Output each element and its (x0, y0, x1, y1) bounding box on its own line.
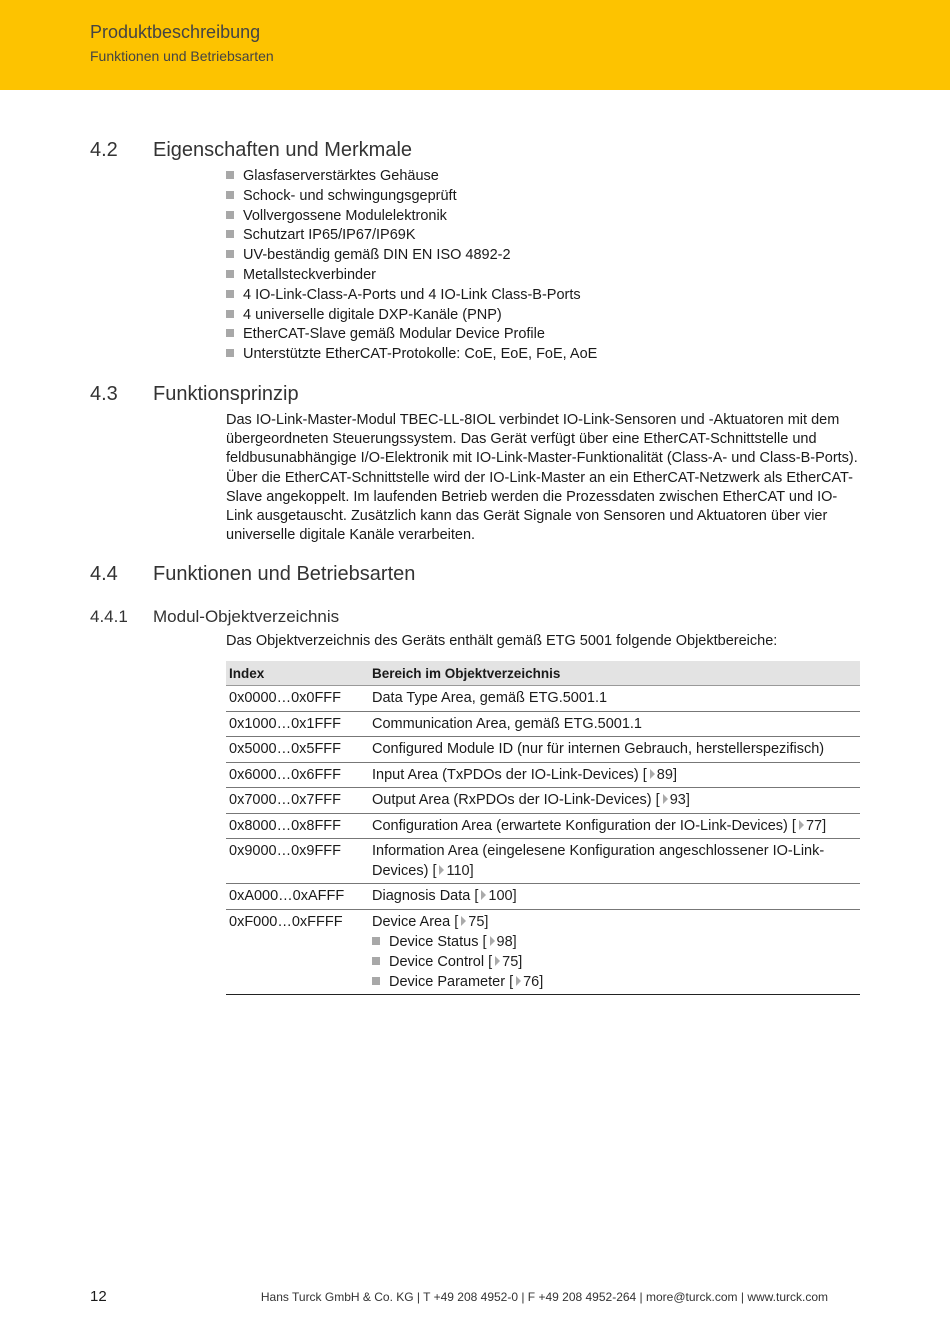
header-band (0, 0, 950, 90)
bullet-square-icon (226, 191, 234, 199)
column-header-index: Index (226, 661, 369, 686)
area-cell: Device Area [ 75] Device Status [ 98] Device Control [ 75] Device Parameter [ 76] (369, 909, 860, 995)
page-reference-link[interactable]: [ 75] (488, 954, 523, 970)
object-directory-intro: Das Objektverzeichnis des Geräts enthält gemäß ETG 5001 folgende Objektbereiche: (226, 633, 778, 649)
table-row (226, 711, 860, 737)
table-row (226, 839, 860, 884)
bullet-square-icon (226, 211, 234, 219)
page-reference-link[interactable]: [ 100] (474, 888, 517, 904)
area-cell: Configuration Area (erwartete Konfiguration der IO-Link-Devices) [ 77] (369, 813, 860, 839)
triangle-right-icon (663, 794, 668, 804)
list-item: Vollvergossene Modulelektronik (226, 207, 597, 227)
index-cell: 0xA000…0xAFFF (226, 884, 369, 910)
table-row (226, 762, 860, 788)
bullet-square-icon (226, 310, 234, 318)
area-cell: Communication Area, gemäß ETG.5001.1 (369, 711, 860, 737)
triangle-right-icon (490, 936, 495, 946)
page-reference-link[interactable]: [ 89] (642, 766, 677, 783)
column-header-area: Bereich im Objektverzeichnis (369, 661, 860, 686)
principle-paragraph: Das IO-Link-Master-Modul TBEC-LL-8IOL verbindet IO-Link-Sensoren und -Aktuatoren mit dem übergeordneten Steuerungssystem. Das Gerät verfügt über eine EtherCAT-Schnittstelle und feldbusunabhängige I/O-Elektronik mit IO-Link-Master-Funktionalität (Class-A- und Class-B-Ports). Über die EtherCAT-Schnittstelle wird der IO-Link-Master an ein EtherCAT-Netzwerk als EtherCAT-Slave angekoppelt. Im laufenden Betrieb werden die Prozessdaten zwischen EtherCAT und IO-Link ausgetauscht. Zusätzlich kann das Gerät Signale von Sensoren und Aktuatoren über vier universelle digitale Kanäle verarbeiten. (226, 412, 858, 544)
table-row (226, 909, 860, 995)
list-item: Schock- und schwingungsgeprüft (226, 187, 597, 207)
area-cell: Data Type Area, gemäß ETG.5001.1 (369, 686, 860, 712)
area-cell: Diagnosis Data [ 100] (369, 884, 860, 910)
page-reference-link[interactable]: [ 98] (482, 934, 517, 950)
section-title: Funktionsprinzip (153, 383, 299, 405)
section-heading-4-4 (90, 563, 415, 586)
bullet-square-icon (226, 230, 234, 238)
section-number: 4.2 (90, 139, 118, 161)
section-heading-4-3 (90, 383, 299, 406)
triangle-right-icon (439, 865, 444, 875)
list-item: Device Control [ 75] (372, 952, 857, 972)
section-title: Eigenschaften und Merkmale (153, 139, 413, 161)
list-item: 4 universelle digitale DXP-Kanäle (PNP) (226, 306, 597, 326)
page-reference-link[interactable]: [ 77] (791, 817, 827, 834)
table-row (226, 737, 860, 763)
bullet-square-icon (226, 329, 234, 337)
page-reference-link[interactable]: [ 110] (432, 862, 474, 879)
area-cell: Input Area (TxPDOs der IO-Link-Devices) [ 89] (369, 762, 860, 788)
list-item: Schutzart IP65/IP67/IP69K (226, 226, 597, 246)
table-header-row (226, 661, 860, 686)
index-cell: 0x1000…0x1FFF (226, 711, 369, 737)
page-reference-link[interactable]: [ 93] (655, 792, 690, 808)
footer-contact: Hans Turck GmbH & Co. KG | T +49 208 4952-0 | F +49 208 4952-264 | more@turck.com | www.turck.com (260, 1290, 828, 1304)
list-item: Metallsteckverbinder (226, 266, 597, 286)
list-item: Glasfaserverstärktes Gehäuse (226, 167, 597, 187)
triangle-right-icon (481, 890, 486, 900)
triangle-right-icon (650, 769, 655, 779)
index-cell: 0x9000…0x9FFF (226, 839, 369, 884)
table-row (226, 686, 860, 712)
section-heading-4-2 (90, 139, 412, 162)
page-reference-link[interactable]: [ 75] (454, 913, 489, 930)
index-cell: 0xF000…0xFFFF (226, 909, 369, 995)
list-item: EtherCAT-Slave gemäß Modular Device Profile (226, 325, 597, 345)
list-item: UV-beständig gemäß DIN EN ISO 4892-2 (226, 246, 597, 266)
list-item: Device Status [ 98] (372, 932, 857, 952)
list-item: Unterstützte EtherCAT-Protokolle: CoE, EoE, FoE, AoE (226, 345, 597, 365)
list-item: Device Parameter [ 76] (372, 972, 857, 992)
section-number: 4.3 (90, 383, 118, 405)
index-cell: 0x8000…0x8FFF (226, 813, 369, 839)
bullet-square-icon (226, 349, 234, 357)
bullet-square-icon (372, 977, 380, 985)
bullet-square-icon (226, 270, 234, 278)
section-number: 4.4 (90, 563, 118, 585)
subsection-title: Modul-Objektverzeichnis (153, 607, 340, 626)
triangle-right-icon (461, 916, 466, 926)
features-list (226, 167, 597, 365)
table-row (226, 813, 860, 839)
area-cell: Information Area (eingelesene Konfiguration angeschlossener IO-Link-Devices) [ 110] (369, 839, 860, 884)
index-cell: 0x5000…0x5FFF (226, 737, 369, 763)
bullet-square-icon (226, 250, 234, 258)
triangle-right-icon (799, 820, 804, 830)
index-cell: 0x6000…0x6FFF (226, 762, 369, 788)
bullet-square-icon (372, 937, 380, 945)
index-cell: 0x7000…0x7FFF (226, 788, 369, 814)
device-area-list (372, 932, 857, 992)
bullet-square-icon (372, 957, 380, 965)
page-reference-link[interactable]: [ 76] (509, 974, 544, 990)
subsection-number: 4.4.1 (90, 607, 128, 626)
index-cell: 0x0000…0x0FFF (226, 686, 369, 712)
table-row (226, 884, 860, 910)
triangle-right-icon (495, 956, 500, 966)
bullet-square-icon (226, 171, 234, 179)
section-title: Funktionen und Betriebsarten (153, 563, 416, 585)
triangle-right-icon (516, 976, 521, 986)
area-cell: Configured Module ID (nur für internen Gebrauch, herstellerspezifisch) (369, 737, 860, 763)
bullet-square-icon (226, 290, 234, 298)
table-row (226, 788, 860, 814)
list-item: 4 IO-Link-Class-A-Ports und 4 IO-Link Class-B-Ports (226, 286, 597, 306)
area-cell: Output Area (RxPDOs der IO-Link-Devices) [ 93] (369, 788, 860, 814)
subsection-heading-4-4-1 (90, 607, 339, 627)
page-number: 12 (90, 1288, 107, 1305)
object-directory-table (226, 661, 860, 995)
header-title: Produktbeschreibung (90, 22, 261, 42)
header-subtitle: Funktionen und Betriebsarten (90, 48, 274, 64)
